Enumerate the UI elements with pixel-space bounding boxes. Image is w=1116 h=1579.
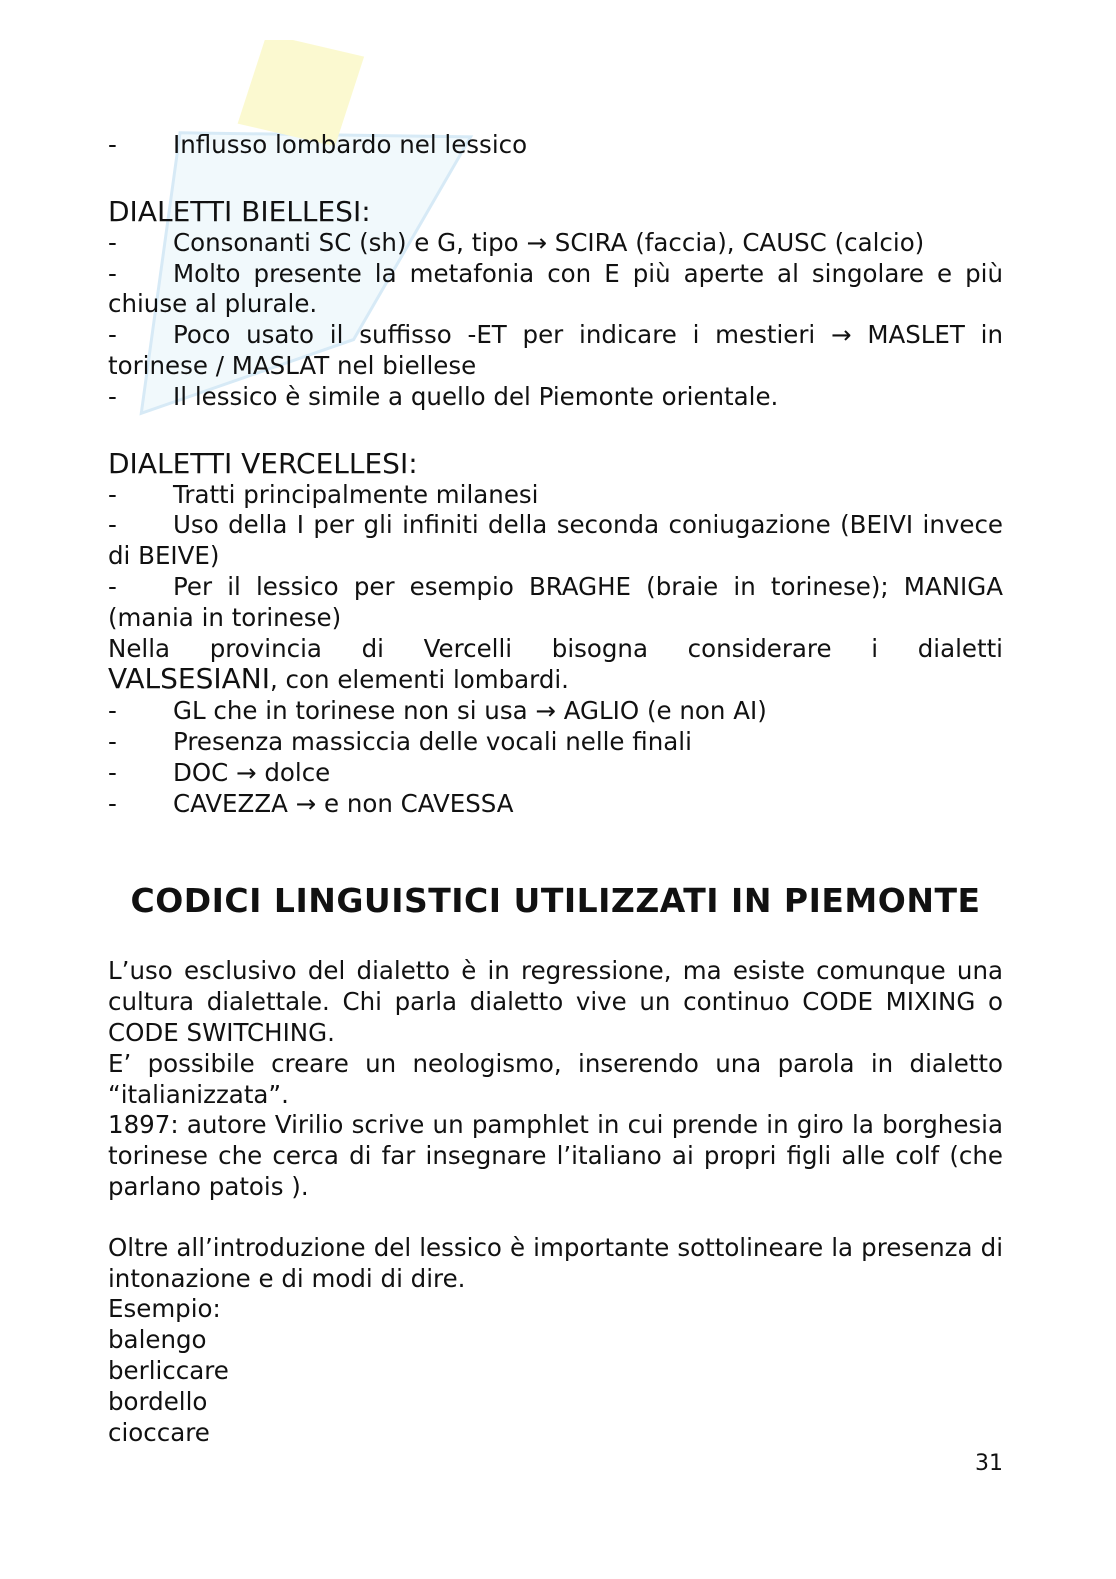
list-item: - Tratti principalmente milanesi (108, 479, 539, 509)
list-item: - Uso della I per gli infiniti della seconda coniugazione (BEIVI invece di BEIVE) (108, 510, 1003, 571)
list-item: - Per il lessico per esempio BRAGHE (braie in torinese); MANIGA (mania in torinese) (108, 571, 1003, 632)
example-word: berliccare (108, 1355, 229, 1385)
section-title-vercellesi: DIALETTI VERCELLESI: (108, 446, 418, 480)
example-word: bordello (108, 1386, 208, 1416)
province-line: Nella provincia di Vercelli bisogna considerare i dialetti (108, 633, 1003, 663)
paragraph: Oltre all’introduzione del lessico è importante sottolineare la presenza di intonazione e di modi di dire. (108, 1232, 1003, 1293)
section-heading-codici: CODICI LINGUISTICI UTILIZZATI IN PIEMONTE (130, 881, 981, 921)
paragraph: 1897: autore Virilio scrive un pamphlet in cui prende in giro la borghesia torinese che cerca di far insegnare l’italiano ai propri figli alle colf (che parlano patois ). (108, 1110, 1003, 1201)
list-item: - CAVEZZA → e non CAVESSA (108, 788, 514, 818)
paragraph: E’ possibile creare un neologismo, inserendo una parola in dialetto “italianizzata”. (108, 1048, 1003, 1109)
list-item: - GL che in torinese non si usa → AGLIO (e non AI) (108, 696, 767, 726)
page-content (108, 130, 1003, 1448)
province-line-2: VALSESIANI, con elementi lombardi. (108, 662, 569, 696)
example-word: cioccare (108, 1417, 210, 1447)
example-label: Esempio: (108, 1294, 221, 1324)
paragraph: L’uso esclusivo del dialetto è in regressione, ma esiste comunque una cultura dialettale. Chi parla dialetto vive un continuo CODE MIXING o CODE SWITCHING. (108, 956, 1003, 1047)
example-word: balengo (108, 1325, 207, 1355)
list-item: - Presenza massiccia delle vocali nelle finali (108, 726, 692, 756)
list-item: - Molto presente la metafonia con E più aperte al singolare e più chiuse al plurale. (108, 258, 1003, 319)
section-title-biellesi: DIALETTI BIELLESI: (108, 194, 371, 228)
valsesiani-term: VALSESIANI (108, 662, 270, 696)
list-item: - Poco usato il suffisso -ET per indicare i mestieri → MASLET in torinese / MASLAT nel biellese (108, 320, 1003, 380)
list-item: - Il lessico è simile a quello del Piemonte orientale. (108, 381, 779, 411)
list-item: - Influsso lombardo nel lessico (108, 130, 528, 159)
page-number: 31 (975, 1451, 1003, 1476)
list-item: - Consonanti SC (sh) e G, tipo → SCIRA (faccia), CAUSC (calcio) (108, 227, 925, 257)
list-item: - DOC → dolce (108, 757, 331, 787)
